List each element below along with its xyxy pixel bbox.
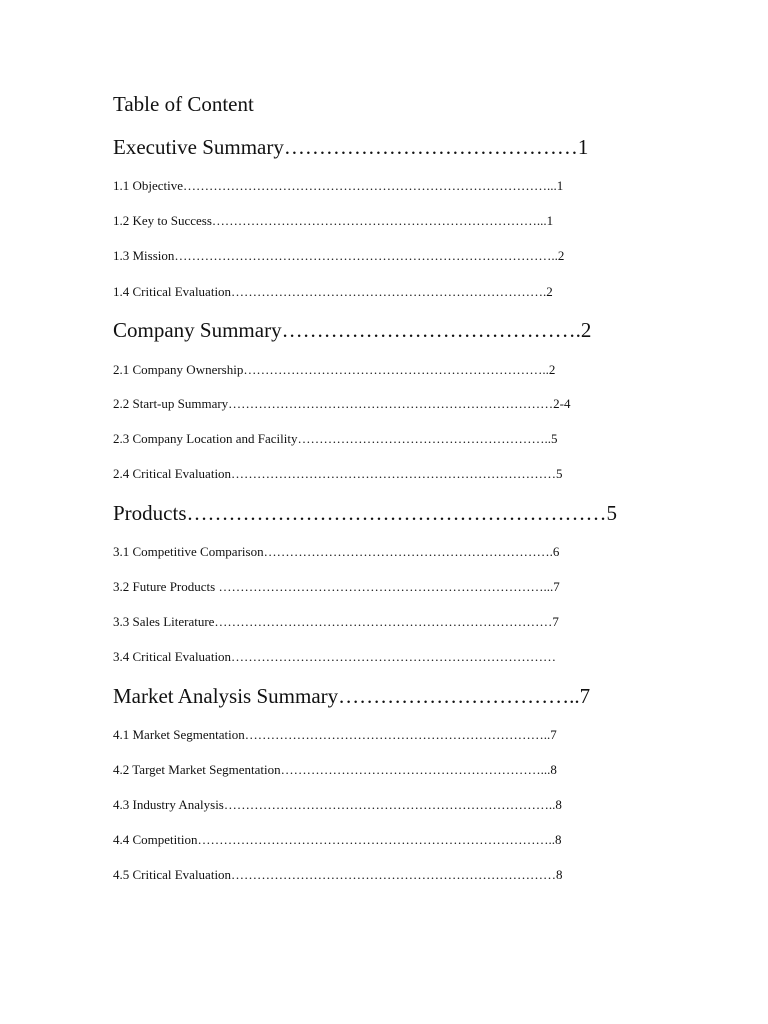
toc-entry: 3.1 Competitive Comparison………………………………………………………….6 [113, 544, 560, 559]
section-heading-market-analysis-summary: Market Analysis Summary……………………………..7 [113, 684, 591, 708]
toc-entry: 2.4 Critical Evaluation…………………………………………………………………5 [113, 466, 563, 481]
section-heading-company-summary: Company Summary…………………………………….2 [113, 318, 592, 342]
section-heading-products: Products……………………………………………………5 [113, 501, 617, 525]
toc-entry: 3.3 Sales Literature……………………………………………………………………7 [113, 614, 559, 629]
toc-entry: 4.5 Critical Evaluation…………………………………………………………………8 [113, 867, 563, 882]
toc-entry: 2.2 Start-up Summary…………………………………………………………………2-4 [113, 396, 571, 411]
toc-entry: 4.3 Industry Analysis…………………………………………………………………..8 [113, 797, 562, 812]
toc-entry: 4.2 Target Market Segmentation……………………………………………………...8 [113, 762, 557, 777]
toc-entry: 4.1 Market Segmentation……………………………………………………………..7 [113, 727, 557, 742]
toc-entry: 2.1 Company Ownership……………………………………………………………..2 [113, 362, 556, 377]
toc-entry: 1.3 Mission……………………………………………………………………………..2 [113, 248, 565, 263]
section-heading-executive-summary: Executive Summary……………………………………1 [113, 135, 589, 159]
toc-entry: 3.2 Future Products …………………………………………………………………...7 [113, 579, 560, 594]
toc-entry: 3.4 Critical Evaluation………………………………………………………………… [113, 649, 557, 664]
toc-title: Table of Content [113, 92, 254, 116]
toc-entry: 1.2 Key to Success…………………………………………………………………...1 [113, 213, 554, 228]
toc-entry: 1.4 Critical Evaluation……………………………………………………………….2 [113, 284, 553, 299]
toc-entry: 1.1 Objective…………………………………………………………………………...1 [113, 178, 564, 193]
toc-entry: 2.3 Company Location and Facility…………………………………………………..5 [113, 431, 558, 446]
toc-entry: 4.4 Competition………………………………………………………………………..8 [113, 832, 562, 847]
